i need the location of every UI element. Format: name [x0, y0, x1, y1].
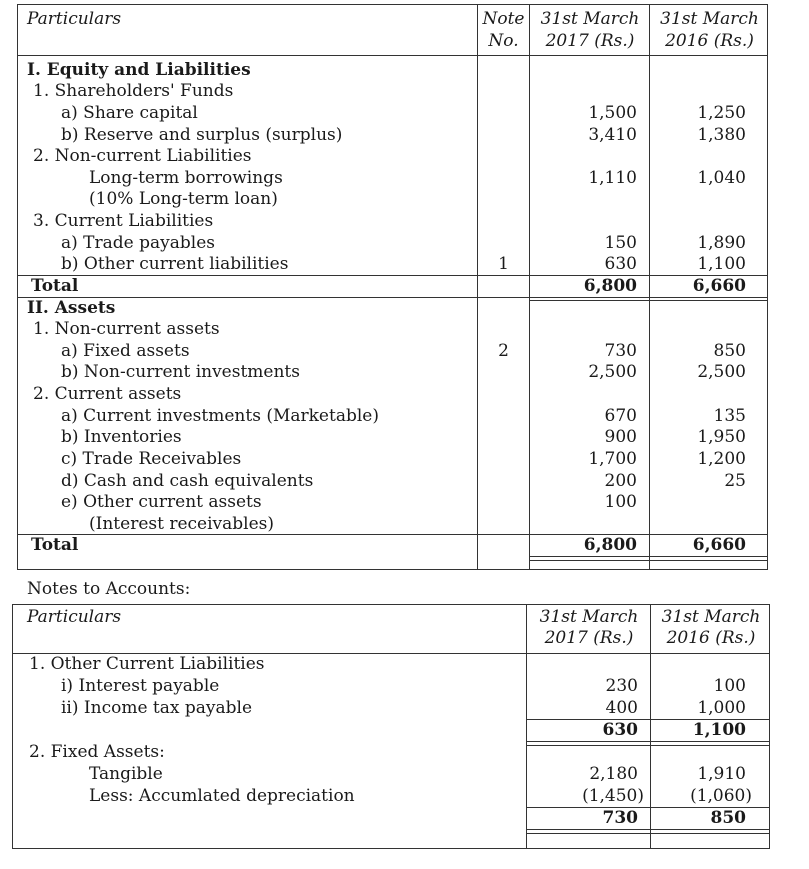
bs-value-2016: 1,200: [697, 449, 746, 469]
notes-row-label: Less: Accumlated depreciation: [89, 786, 355, 806]
bs-value-2016: 1,250: [697, 103, 746, 123]
bs-row-label: b) Inventories: [61, 427, 182, 447]
bs-value-2017: 100: [604, 492, 637, 512]
bs-value-2017: 150: [604, 233, 637, 253]
bs-header-note-line2: No.: [488, 31, 519, 51]
bs-total-2016: 6,660: [692, 535, 746, 555]
bs-header-2016-line2: 2016 (Rs.): [665, 31, 754, 51]
bs-value-2016: 850: [713, 341, 746, 361]
notes-row-label: 1. Other Current Liabilities: [29, 654, 265, 674]
notes-rule-2-bottom: [526, 829, 770, 830]
bs-header-note-line1: Note: [482, 9, 525, 29]
notes-value-2017: (1,450): [582, 786, 644, 806]
notes-value-2017: 2,180: [589, 764, 638, 784]
bs-total-rule-top: [17, 275, 768, 276]
bs-value-2017: 1,500: [588, 103, 637, 123]
bs-divider-2017: [529, 4, 530, 570]
notes-rule-2-top: [526, 807, 770, 808]
bs-header-2016-line1: 31st March: [660, 9, 759, 29]
notes-value-2016: 100: [713, 676, 746, 696]
bs-note-number: 2: [498, 341, 509, 361]
notes-rule-2-double: [526, 833, 770, 834]
bs-value-2017: 630: [604, 254, 637, 274]
notes-header-particulars: Particulars: [27, 607, 122, 627]
bs-value-2016: 1,950: [697, 427, 746, 447]
bs-header-particulars: Particulars: [27, 9, 122, 29]
bs-value-2017: 3,410: [588, 125, 637, 145]
bs-total-label: Total: [31, 535, 79, 555]
bs-value-2016: 1,890: [697, 233, 746, 253]
bs-value-2016: 25: [724, 471, 746, 491]
bs-value-2017: 1,110: [588, 168, 637, 188]
bs-value-2017: 670: [604, 406, 637, 426]
notes-divider-2016: [650, 604, 651, 849]
bs-row-label: 2. Non-current Liabilities: [33, 146, 252, 166]
bs-total-2016: 6,660: [692, 276, 746, 296]
bs-row-label: (Interest receivables): [89, 514, 275, 534]
bs-total-2017: 6,800: [583, 535, 637, 555]
notes-subtotal-2017: 730: [602, 808, 638, 828]
bs-row-label: 1. Non-current assets: [33, 319, 220, 339]
notes-row-label: 2. Fixed Assets:: [29, 742, 165, 762]
notes-row-label: Tangible: [89, 764, 163, 784]
notes-value-2016: (1,060): [690, 786, 752, 806]
notes-header-2017-line1: 31st March: [539, 607, 639, 627]
bs-assets-total-rule-double: [529, 560, 768, 561]
notes-subtotal-2017: 630: [602, 720, 638, 740]
bs-total-label: Total: [31, 276, 79, 296]
notes-value-2017: 230: [605, 676, 638, 696]
bs-total-rule-bottom: [17, 297, 768, 298]
bs-row-label: b) Reserve and surplus (surplus): [61, 125, 343, 145]
notes-subtotal-2016: 850: [710, 808, 746, 828]
bs-row-label: d) Cash and cash equivalents: [61, 471, 314, 491]
bs-row-label: I. Equity and Liabilities: [27, 60, 251, 80]
bs-header-2017-line2: 2017 (Rs.): [545, 31, 635, 51]
bs-row-label: b) Other current liabilities: [61, 254, 289, 274]
bs-row-label: e) Other current assets: [61, 492, 262, 512]
bs-value-2016: 1,100: [697, 254, 746, 274]
bs-row-label: a) Trade payables: [61, 233, 215, 253]
bs-value-2017: 200: [604, 471, 637, 491]
bs-value-2017: 1,700: [588, 449, 637, 469]
notes-rule-1-double: [526, 745, 770, 746]
bs-row-label: II. Assets: [27, 298, 116, 318]
notes-row-label: ii) Income tax payable: [61, 698, 253, 718]
bs-row-label: 3. Current Liabilities: [33, 211, 214, 231]
bs-header-2017-line1: 31st March: [540, 9, 640, 29]
bs-assets-total-rule-top: [17, 534, 768, 535]
bs-row-label: a) Share capital: [61, 103, 198, 123]
bs-assets-total-rule-bottom: [529, 556, 768, 557]
bs-row-label: c) Trade Receivables: [61, 449, 242, 469]
bs-value-2016: 135: [713, 406, 746, 426]
bs-value-2017: 2,500: [588, 362, 637, 382]
bs-value-2016: 1,040: [697, 168, 746, 188]
notes-title: Notes to Accounts:: [27, 579, 191, 599]
notes-divider-2017: [526, 604, 527, 849]
bs-row-label: 1. Shareholders' Funds: [33, 81, 234, 101]
bs-value-2016: 2,500: [697, 362, 746, 382]
notes-header-2017-line2: 2017 (Rs.): [544, 628, 634, 648]
notes-header-2016-line2: 2016 (Rs.): [666, 628, 756, 648]
bs-value-2017: 730: [604, 341, 637, 361]
notes-row-label: i) Interest payable: [61, 676, 220, 696]
notes-header-2016-line1: 31st March: [661, 607, 761, 627]
bs-row-label: 2. Current assets: [33, 384, 182, 404]
notes-value-2017: 400: [605, 698, 638, 718]
bs-row-label: b) Non-current investments: [61, 362, 300, 382]
bs-total-2017: 6,800: [583, 276, 637, 296]
notes-value-2016: 1,910: [697, 764, 746, 784]
bs-note-number: 1: [498, 254, 509, 274]
notes-rule-1-bottom: [526, 741, 770, 742]
bs-row-label: a) Current investments (Marketable): [61, 406, 379, 426]
bs-value-2017: 900: [604, 427, 637, 447]
bs-row-label: (10% Long-term loan): [89, 189, 278, 209]
bs-row-label: Long-term borrowings: [89, 168, 283, 188]
bs-header-separator: [17, 55, 768, 56]
notes-value-2016: 1,000: [697, 698, 746, 718]
bs-value-2016: 1,380: [697, 125, 746, 145]
notes-rule-1-top: [526, 719, 770, 720]
bs-total-rule-double: [529, 300, 768, 301]
bs-divider-2016: [649, 4, 650, 570]
notes-subtotal-2016: 1,100: [692, 720, 746, 740]
bs-row-label: a) Fixed assets: [61, 341, 190, 361]
bs-divider-note: [477, 4, 478, 570]
